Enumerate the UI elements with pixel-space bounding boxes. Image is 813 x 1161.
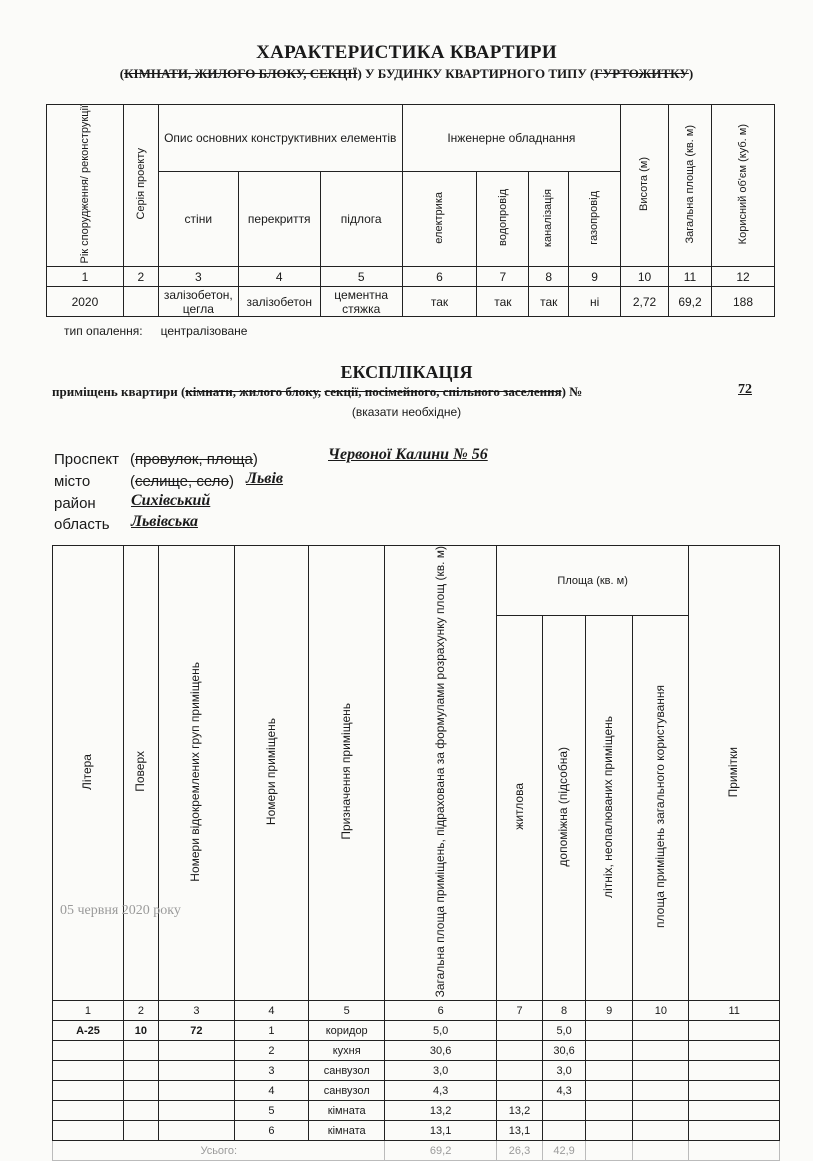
page-subtitle: (КІМНАТИ, ЖИЛОГО БЛОКУ, СЕКЦІЇ) У БУДИНКУ КВАРТИРНОГО ТИПУ (ГУРТОЖИТКУ)	[119, 66, 694, 81]
page-title: ХАРАКТЕРИСТИКА КВАРТИРИ	[256, 42, 557, 63]
address-district: район Сихівський	[54, 492, 211, 512]
table-row: 2 кухня 30,6 30,6	[53, 1041, 780, 1061]
header-volume: Корисний об'єм (куб. м)	[711, 105, 774, 267]
table-row: 5 кімната 13,2 13,2	[53, 1101, 780, 1121]
header-living: житлова	[496, 616, 542, 1001]
table-row: 6 кімната 13,1 13,1	[53, 1121, 780, 1141]
header-electric: електрика	[402, 172, 477, 267]
explication-title: ЕКСПЛІКАЦІЯ	[340, 362, 473, 382]
header-walls: стіни	[158, 172, 238, 267]
column-numbers-row: 1 2 3 4 5 6 7 8 9 10 11	[53, 1001, 780, 1021]
header-area: Площа (кв. м)	[496, 546, 689, 616]
header-year: Рік спорудження/ реконструкції	[47, 105, 124, 267]
column-numbers-row: 1 2 3 4 5 6 7 8 9 10 11 12	[47, 267, 775, 287]
header-ceilings: перекриття	[238, 172, 320, 267]
header-common: площа приміщень загального користування	[633, 616, 689, 1001]
header-storey: Поверх	[123, 546, 158, 1001]
header-engineering: Інженерне обладнання	[402, 105, 620, 172]
header-notes: Примітки	[689, 546, 780, 1001]
premises-line: приміщень квартири (кімнати, жилого блоку, секції, посімейного, спільного заселення) №	[52, 384, 583, 399]
header-sewer: каналізація	[529, 172, 569, 267]
address-region: область Львівська	[54, 513, 198, 533]
header-series: Серія проекту	[123, 105, 158, 267]
header-gas: газопровід	[569, 172, 621, 267]
note-text: (вказати необхідне)	[351, 405, 462, 419]
header-aux: допоміжна (підсобна)	[543, 616, 586, 1001]
table-row: 3 санвузол 3,0 3,0	[53, 1061, 780, 1081]
header-litera: Літера	[53, 546, 124, 1001]
characteristics-table	[46, 104, 775, 317]
apartment-number: 72	[738, 382, 752, 397]
header-construction: Опис основних конструктивних елементів	[158, 105, 402, 172]
totals-row: Усього: 69,2 26,3 42,9	[53, 1141, 780, 1161]
header-height: Висота (м)	[621, 105, 669, 267]
table-row: 4 санвузол 4,3 4,3	[53, 1081, 780, 1101]
address-city: місто (селище, село) Львів	[54, 470, 284, 490]
header-total-area: Загальна площа приміщень, підрахована за формулами розрахунку площ (кв. м)	[385, 546, 496, 1001]
footer-date: 05 червня 2020 року	[60, 903, 181, 918]
header-room-numbers: Номери приміщень	[234, 546, 308, 1001]
header-floor: підлога	[320, 172, 402, 267]
explication-table	[52, 545, 780, 1161]
header-summer: літніх, неопалюваних приміщень	[586, 616, 633, 1001]
header-water: водопровід	[477, 172, 529, 267]
table-row: 2020 залізобетон, цегла залізобетон цементна стяжка так так так ні 2,72 69,2 188	[47, 287, 775, 317]
header-groups: Номери відокремлених груп приміщень	[158, 546, 234, 1001]
address-street: Проспект (провулок, площа) Червоної Калини № 56	[54, 446, 488, 468]
heating-type: тип опалення: централізоване	[64, 324, 248, 338]
header-total-area: Загальна площа (кв. м)	[669, 105, 712, 267]
table-row: А-25 10 72 1 коридор 5,0 5,0	[53, 1021, 780, 1041]
header-purpose: Призначення приміщень	[308, 546, 385, 1001]
